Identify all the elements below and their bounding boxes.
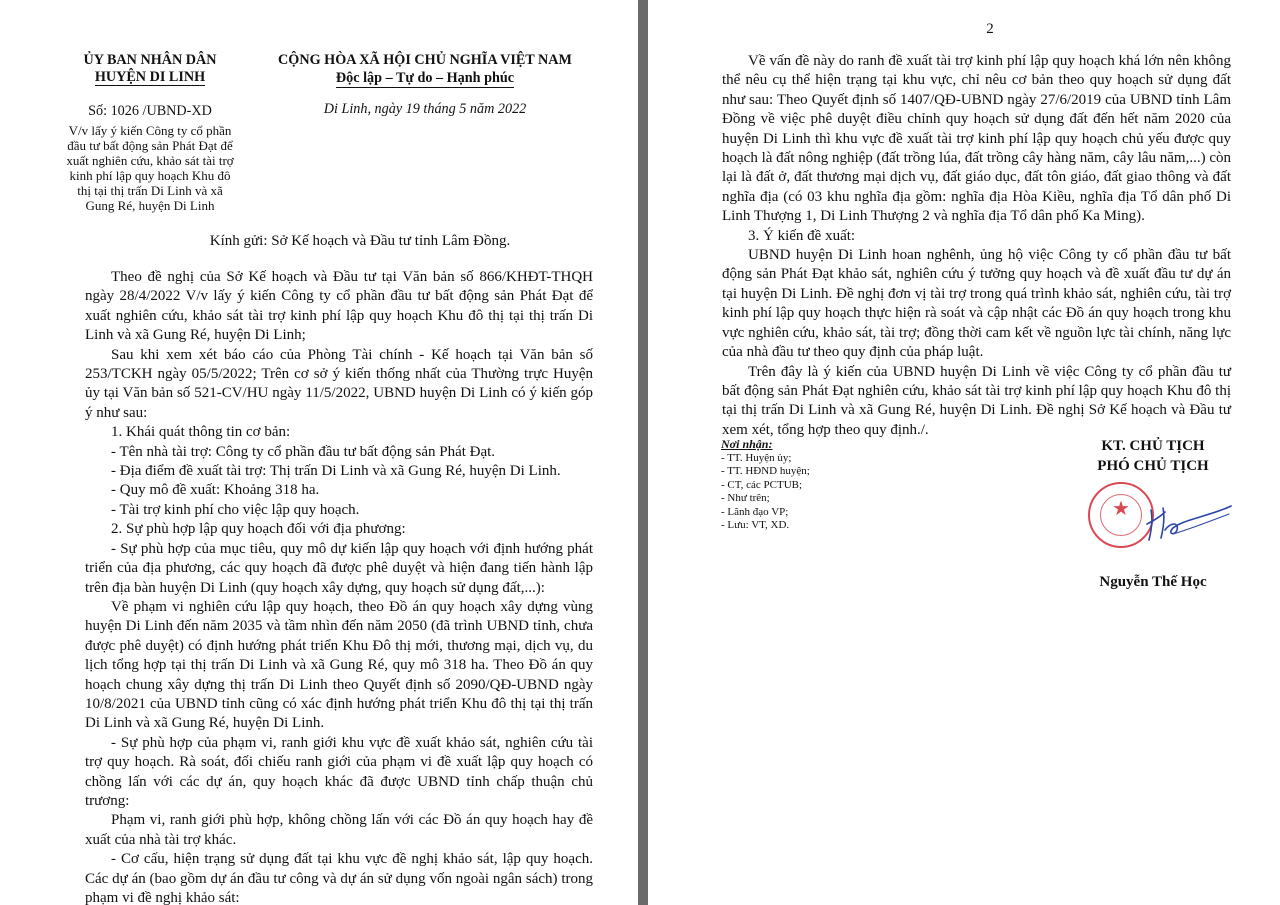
signer-title (1068, 437, 1238, 476)
motto-text: Độc lập – Tự do – Hạnh phúc (335, 70, 515, 86)
body-paragraph: - Sự phù hợp của phạm vi, ranh giới khu vực đề xuất khảo sát, nghiên cứu tài trợ quy hoạch. Rà soát, đối chiếu ranh giới của phạm vi đề xuất lập quy hoạch có chồng lấn với các dự án, quy hoạch khác đã được UBND tỉnh chấp thuận chủ trương: (85, 734, 593, 809)
recipient-item: - Như trên; (721, 492, 770, 504)
signer-name: Nguyễn Thế Học (1099, 574, 1207, 590)
subject-line: đầu tư bất động sản Phát Đạt để (67, 138, 233, 153)
recipient-item: - Lưu: VT, XD. (721, 519, 790, 531)
body-paragraph: Phạm vi, ranh giới phù hợp, không chồng lấn với các Đồ án quy hoạch hay đề xuất của nhà tài trợ khác. (85, 812, 593, 848)
subject-line: kinh phí lập quy hoạch Khu đô (69, 168, 231, 183)
body-paragraph: 3. Ý kiến đề xuất: (748, 227, 856, 244)
body-paragraph: Về phạm vi nghiên cứu lập quy hoạch, theo Đồ án quy hoạch xây dựng vùng huyện Di Linh đến năm 2035 và tầm nhìn đến năm 2050 (đã trình UBND tỉnh, chưa được phê duyệt) có định hướng phát triển Khu Đô thị mới, thương mại, dịch vụ, du lịch tổng hợp tại thị trấn Di Linh và xã Gung Ré, quy mô 318 ha. Theo Đồ án quy hoạch chung xây dựng thị trấn Di Linh theo Quyết định số 2090/QĐ-UBND ngày 10/8/2021 của UBND tỉnh cũng có xác định hướng phát triển Khu đô thị tại thị trấn Di Linh và xã Gung Ré, huyện Di Linh. (85, 598, 593, 732)
recipient-item: - Lãnh đạo VP; (721, 505, 789, 518)
body-paragraph: Sau khi xem xét báo cáo của Phòng Tài chính - Kế hoạch tại Văn bản số 253/TCKH ngày 05/5/2022; Trên cơ sở ý kiến thống nhất của Thường trực Huyện ủy tại Văn bản số 521-CV/HU ngày 11/5/2022, UBND huyện Di Linh có ý kiến góp ý như sau: (85, 346, 593, 421)
place-and-date: Di Linh, ngày 19 tháng 5 năm 2022 (323, 101, 527, 117)
recipients-list (721, 438, 901, 533)
national-title: CỘNG HÒA XÃ HỘI CHỦ NGHĨA VIỆT NAM (278, 52, 572, 68)
signer-title-line-2: PHÓ CHỦ TỊCH (1097, 457, 1209, 474)
subject-line: xuất nghiên cứu, khảo sát tài trợ (66, 153, 234, 168)
subject-line: Gung Ré, huyện Di Linh (85, 198, 215, 213)
document-number: Số: 1026 /UBND-XD (88, 103, 212, 119)
recipient-item: - CT, các PCTUB; (721, 478, 803, 491)
subject-line: thị tại thị trấn Di Linh và xã (77, 183, 223, 198)
page-1-body (85, 268, 593, 905)
page-2-body (722, 52, 1231, 440)
recipient-item: - TT. Huyện ủy; (721, 451, 792, 464)
body-paragraph: 1. Khái quát thông tin cơ bản: (111, 424, 291, 441)
body-paragraph: - Cơ cấu, hiện trạng sử dụng đất tại khu vực đề nghị khảo sát, lập quy hoạch. Các dự án (bao gồm dự án đầu tư công và dự án sử dụng vốn ngoài ngân sách) trong phạm vi đề nghị khảo sát: (85, 851, 593, 905)
subject-line: V/v lấy ý kiến Công ty cổ phần (68, 123, 232, 138)
body-paragraph: Trên đây là ý kiến của UBND huyện Di Linh về việc Công ty cổ phần đầu tư bất động sản Phát Đạt nghiên cứu, khảo sát tài trợ kinh phí lập quy hoạch Khu đô thị tại thị trấn Di Linh và xã Gung Ré, huyện Di Linh. Đề nghị Sở Kế hoạch và Đầu tư xem xét, tổng hợp theo quy định./. (722, 363, 1231, 438)
body-paragraph: - Địa điểm đề xuất tài trợ: Thị trấn Di Linh và xã Gung Ré, huyện Di Linh. (111, 463, 561, 480)
issuing-agency (60, 52, 240, 86)
agency-line-1: ỦY BAN NHÂN DÂN (83, 52, 217, 68)
national-motto (255, 70, 595, 87)
recipient-item: - TT. HĐND huyện; (721, 465, 810, 477)
addressee: Kính gửi: Sở Kế hoạch và Đầu tư tỉnh Lâm Đồng. (209, 233, 511, 249)
body-paragraph: UBND huyện Di Linh hoan nghênh, ủng hộ việc Công ty cổ phần đầu tư bất động sản Phát Đạt khảo sát, nghiên cứu ý tưởng quy hoạch và đề xuất đầu tư dự án tại huyện Di Linh. Đề nghị đơn vị tài trợ trong quá trình khảo sát, nghiên cứu, tài trợ kinh phí lập quy hoạch thực hiện rà soát và cập nhật các Đồ án quy hoạch trong khu vực nghiên cứu, khảo sát, tài trợ; đồng thời cam kết về nguồn lực tài chính, năng lực của nhà đầu tư theo quy định của pháp luật. (722, 247, 1231, 361)
body-paragraph: - Tài trợ kinh phí cho việc lập quy hoạch. (111, 501, 360, 518)
recipients-title: Nơi nhận: (721, 437, 773, 451)
body-paragraph: - Sự phù hợp của mục tiêu, quy mô dự kiến lập quy hoạch với định hướng phát triển của địa phương, các quy hoạch đã được phê duyệt và hiện đang tiến hành lập trên địa bàn huyện Di Linh (quy hoạch xây dựng, quy hoạch sử dụng đất,...): (85, 540, 593, 596)
document-page-1 (0, 0, 638, 905)
body-paragraph: Theo đề nghị của Sở Kế hoạch và Đầu tư tại Văn bản số 866/KHĐT-THQH ngày 28/4/2022 V/v lấy ý kiến Công ty cổ phần đầu tư bất động sản Phát Đạt để xuất nghiên cứu, khảo sát tài trợ kinh phí lập quy hoạch Khu đô thị tại thị trấn Di Linh và xã Gung Ré, huyện Di Linh; (85, 269, 593, 344)
recipients-items (721, 452, 901, 533)
signer-title-line-1: KT. CHỦ TỊCH (1101, 438, 1205, 454)
page-number: 2 (986, 21, 994, 37)
handwritten-signature (1143, 500, 1233, 545)
agency-line-2: HUYỆN DI LINH (94, 69, 206, 85)
body-paragraph: 2. Sự phù hợp lập quy hoạch đối với địa phương: (111, 521, 406, 538)
seal-star-icon: ★ (1112, 498, 1130, 520)
body-paragraph: - Quy mô đề xuất: Khoảng 318 ha. (111, 482, 320, 499)
document-subject (55, 123, 245, 213)
body-paragraph: Về vấn đề này do ranh đề xuất tài trợ kinh phí lập quy hoạch khá lớn nên không thể nêu cụ thể hiện trạng tại khu vực, chỉ nêu cơ bản theo quy hoạch sử dụng đất như sau: Theo Quyết định số 1407/QĐ-UBND ngày 27/6/2019 của UBND tỉnh Lâm Đồng về việc phê duyệt điều chỉnh quy hoạch sử dụng đất đến hết năm 2020 của huyện Di Linh thì khu vực đề xuất tài trợ kinh phí lập quy hoạch chủ yếu được quy hoạch là đất nông nghiệp (đất trồng lúa, đất trồng cây hàng năm, cây lâu năm,...) còn lại là đất ở, đất thương mại dịch vụ, đất giáo dục, đất tôn giáo, đất giao thông và đất nghĩa địa (có 03 khu nghĩa địa gồm: nghĩa địa Hòa Kiều, nghĩa địa Tổ dân phố Di Linh Thượng 1, Di Linh Thượng 2 và nghĩa địa Tổ dân phố Ka Ming). (722, 53, 1232, 225)
document-page-2 (648, 0, 1280, 905)
body-paragraph: - Tên nhà tài trợ: Công ty cổ phần đầu tư bất động sản Phát Đạt. (111, 443, 496, 460)
